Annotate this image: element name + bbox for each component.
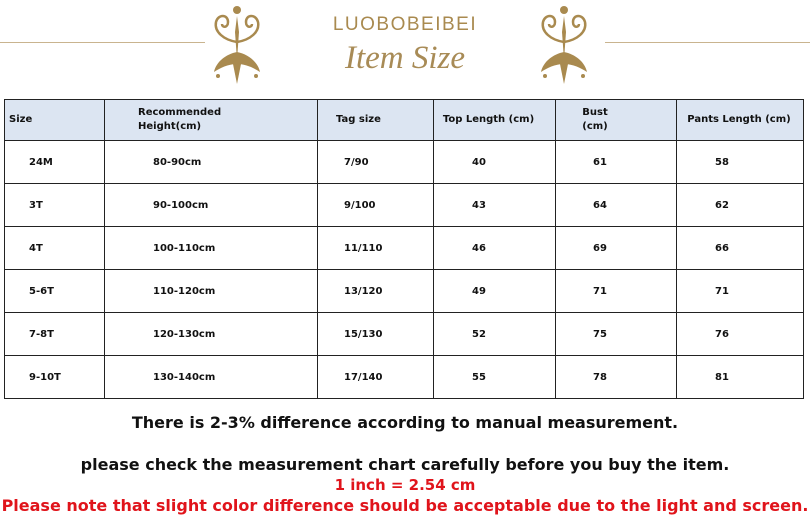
table-cell: 3T (5, 184, 105, 227)
table-cell: 80-90cm (105, 141, 318, 184)
table-cell: 17/140 (318, 356, 434, 399)
table-cell: 71 (677, 270, 804, 313)
table-row (5, 141, 804, 184)
table-cell: 120-130cm (105, 313, 318, 356)
table-cell: 66 (677, 227, 804, 270)
table-cell: 9-10T (5, 356, 105, 399)
table-cell: 13/120 (318, 270, 434, 313)
table-cell: 90-100cm (105, 184, 318, 227)
color-difference-note: Please note that slight color difference should be acceptable due to the light and screen. (1, 496, 809, 515)
table-cell: 69 (556, 227, 677, 270)
brand-name: LUOBOBEIBEI (332, 14, 478, 35)
table-cell: 9/100 (318, 184, 434, 227)
page-title: Item Size (344, 40, 466, 76)
ornament-icon (206, 2, 268, 86)
table-cell: 61 (556, 141, 677, 184)
table-cell: 4T (5, 227, 105, 270)
table-cell: 81 (677, 356, 804, 399)
table-cell: 43 (434, 184, 556, 227)
table-cell: 130-140cm (105, 356, 318, 399)
measurement-difference-note: There is 2-3% difference according to manual measurement. (131, 413, 679, 432)
table-cell: 40 (434, 141, 556, 184)
column-header: Pants Length (cm) (677, 100, 804, 141)
check-chart-note: please check the measurement chart carefully before you buy the item. (80, 455, 730, 474)
table-cell: 71 (556, 270, 677, 313)
column-header: Top Length (cm) (434, 100, 556, 141)
table-cell: 58 (677, 141, 804, 184)
inch-conversion-note: 1 inch = 2.54 cm (334, 476, 476, 494)
table-cell: 11/110 (318, 227, 434, 270)
table-row (5, 356, 804, 399)
table-cell: 24M (5, 141, 105, 184)
table-cell: 5-6T (5, 270, 105, 313)
table-row (5, 227, 804, 270)
ornament-icon (533, 2, 595, 86)
divider-line (0, 42, 205, 43)
table-cell: 46 (434, 227, 556, 270)
table-cell: 78 (556, 356, 677, 399)
table-row (5, 184, 804, 227)
table-cell: 64 (556, 184, 677, 227)
table-cell: 110-120cm (105, 270, 318, 313)
table-cell: 75 (556, 313, 677, 356)
table-cell: 55 (434, 356, 556, 399)
column-header: Bust (cm) (556, 100, 677, 141)
table-cell: 52 (434, 313, 556, 356)
table-cell: 49 (434, 270, 556, 313)
table-cell: 7-8T (5, 313, 105, 356)
table-cell: 15/130 (318, 313, 434, 356)
table-header-row (5, 100, 804, 141)
table-cell: 76 (677, 313, 804, 356)
divider-line (605, 42, 810, 43)
column-header: Size (5, 100, 105, 141)
table-row (5, 313, 804, 356)
column-header: Recommended Height(cm) (105, 100, 318, 141)
table-cell: 7/90 (318, 141, 434, 184)
size-table (4, 99, 804, 399)
table-row (5, 270, 804, 313)
table-cell: 100-110cm (105, 227, 318, 270)
column-header: Tag size (318, 100, 434, 141)
table-cell: 62 (677, 184, 804, 227)
header (0, 0, 810, 92)
